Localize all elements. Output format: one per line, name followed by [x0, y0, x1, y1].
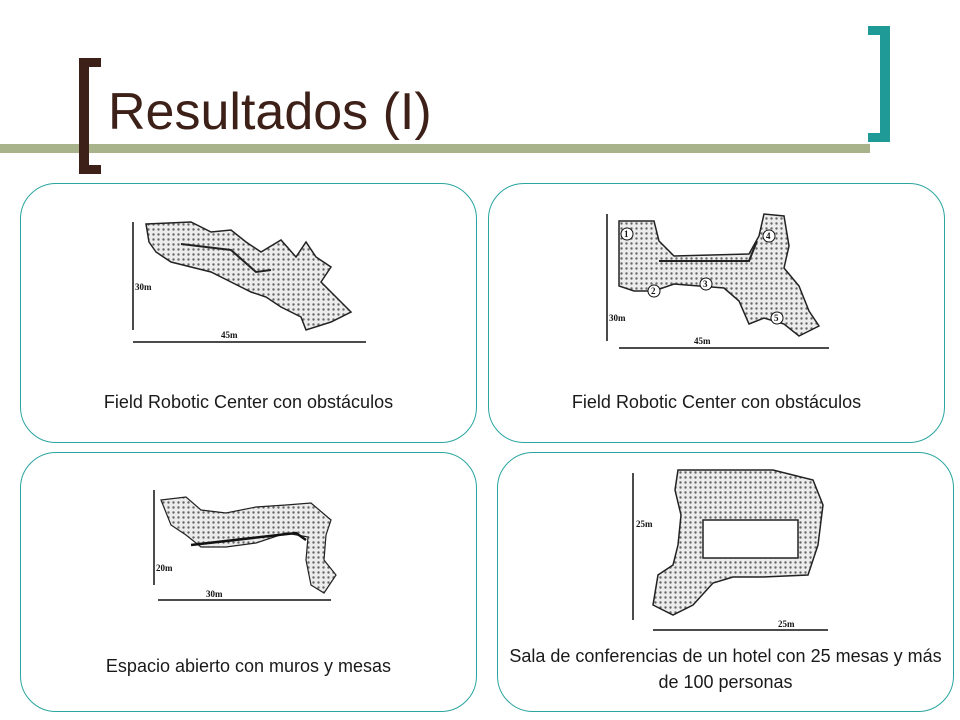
panel-3-caption: Espacio abierto con muros y mesas — [105, 656, 392, 676]
map-2-width-label: 45m — [694, 336, 711, 346]
panel-2-caption: Field Robotic Center con obstáculos — [571, 392, 862, 412]
marker-5: 5 — [774, 313, 779, 323]
map-3-width-label: 30m — [206, 589, 223, 599]
right-bracket-decoration — [868, 26, 890, 142]
map-1-width-label: 45m — [221, 330, 238, 340]
result-panel-3 — [20, 452, 477, 712]
result-panel-1 — [20, 183, 477, 443]
marker-2: 2 — [651, 286, 656, 296]
marker-3: 3 — [703, 279, 708, 289]
map-1-height-label: 30m — [135, 282, 152, 292]
map-2-height-label: 30m — [609, 313, 626, 323]
panel-4-caption: Sala de conferencias de un hotel con 25 mesas y más de 100 personas — [509, 646, 942, 692]
title-underline-bar — [0, 144, 870, 153]
map-4-height-label: 25m — [636, 519, 653, 529]
occupancy-map-3 — [146, 485, 346, 605]
left-bracket-decoration — [79, 58, 101, 174]
map-3-height-label: 20m — [156, 563, 173, 573]
panel-1-caption: Field Robotic Center con obstáculos — [103, 392, 394, 412]
occupancy-map-2 — [599, 206, 839, 356]
result-panel-2 — [488, 183, 945, 443]
result-panel-4 — [497, 452, 954, 712]
occupancy-map-1 — [121, 212, 381, 352]
marker-1: 1 — [624, 229, 629, 239]
map-4-width-label: 25m — [778, 619, 795, 629]
marker-4: 4 — [766, 231, 771, 241]
slide-title: Resultados (I) — [108, 83, 432, 141]
occupancy-map-4 — [623, 465, 833, 635]
